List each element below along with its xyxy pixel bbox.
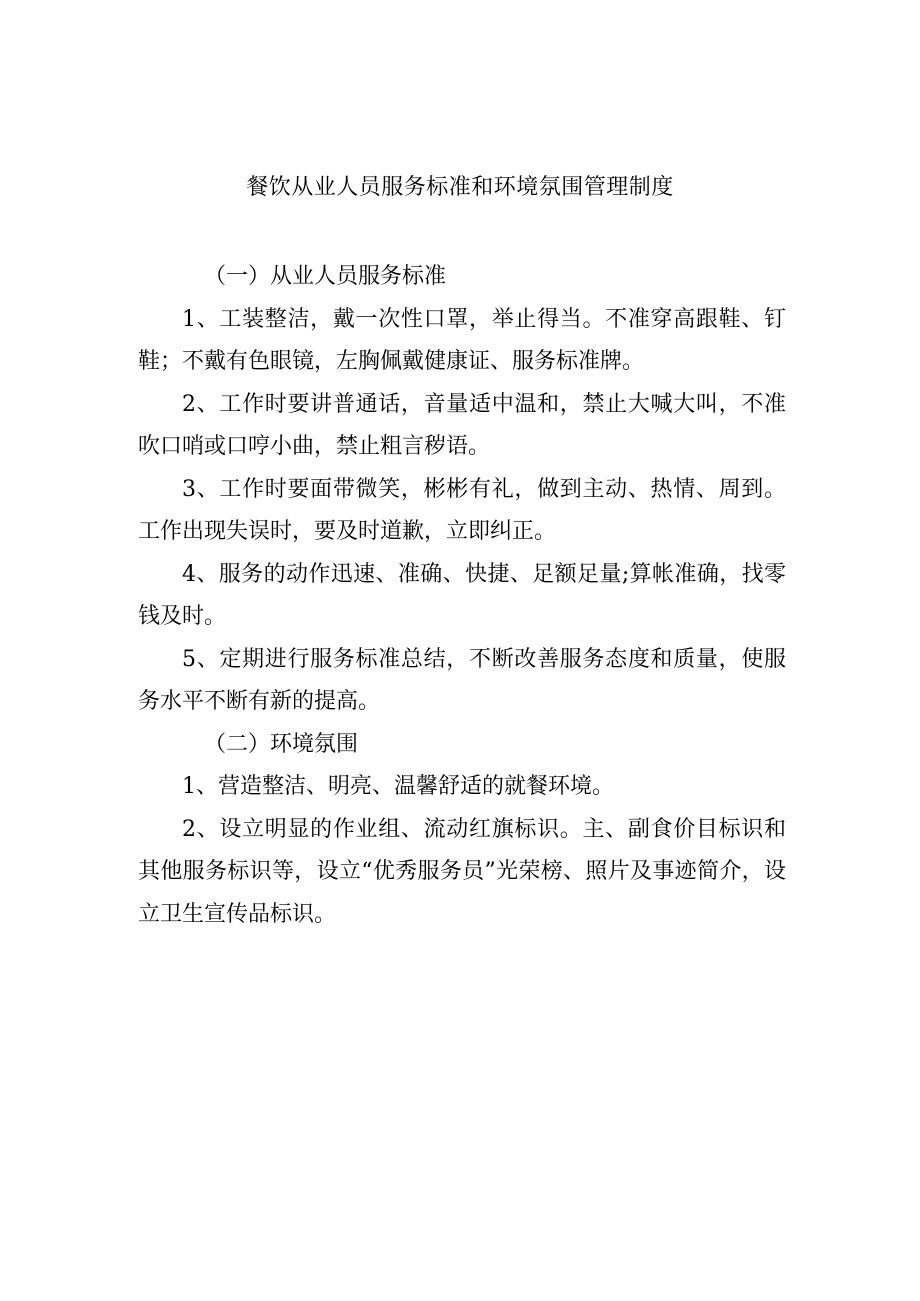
document-title: 餐饮从业人员服务标准和环境氛围管理制度 [246, 175, 674, 200]
document-body [138, 256, 786, 936]
section-1-item-4: 4、服务的动作迅速、准确、快捷、足额足量;算帐准确，找零钱及时。 [138, 561, 786, 629]
section-1-item-3: 3、工作时要面带微笑，彬彬有礼，做到主动、热情、周到。工作出现失误时，要及时道歉，立即纠正。 [138, 476, 786, 544]
section-1-item-2: 2、工作时要讲普通话，音量适中温和，禁止大喊大叫，不准吹口哨或口哼小曲，禁止粗言秽语。 [138, 391, 786, 459]
section-2-item-1: 1、营造整洁、明亮、温馨舒适的就餐环境。 [182, 774, 614, 799]
section-heading-1: （一）从业人员服务标准 [204, 264, 447, 289]
section-2-item-2: 2、设立明显的作业组、流动红旗标识。主、副食价目标识和其他服务标识等，设立“优秀服务员”光荣榜、照片及事迹简介，设立卫生宣传品标识。 [138, 816, 786, 927]
section-heading-2: （二）环境氛围 [204, 731, 359, 757]
section-1-item-5: 5、定期进行服务标准总结，不断改善服务态度和质量，使服务水平不断有新的提高。 [138, 646, 786, 714]
section-1-item-1: 1、工装整洁，戴一次性口罩，举止得当。不准穿高跟鞋、钉鞋；不戴有色眼镜，左胸佩戴健康证、服务标准牌。 [138, 306, 786, 374]
